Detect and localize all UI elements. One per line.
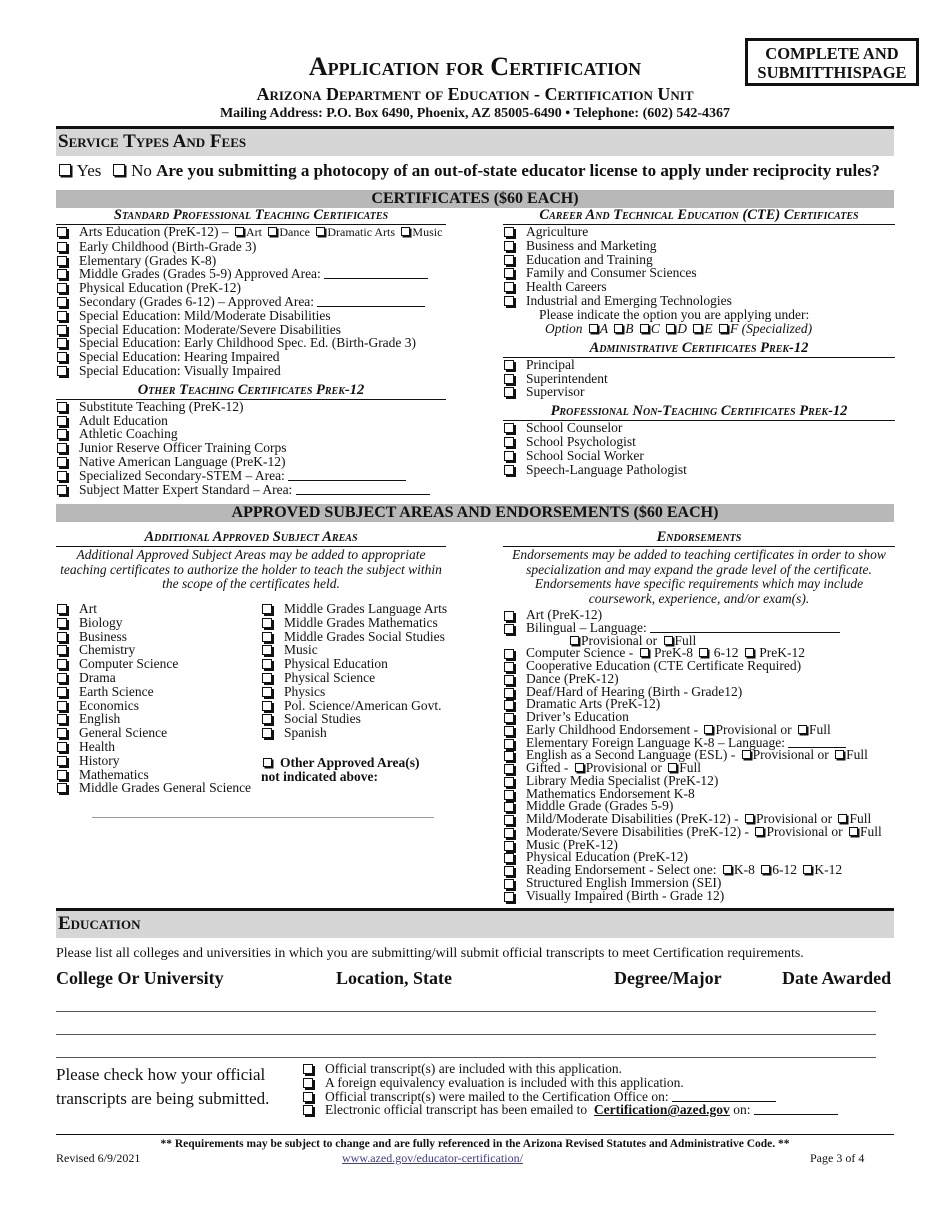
checkbox[interactable] (262, 632, 272, 642)
list-item: General Science (56, 726, 256, 740)
checkbox[interactable] (263, 758, 272, 767)
checkbox[interactable] (504, 360, 514, 370)
list-item: Reading Endorsement - Select one: K-8 6-12 K-12 (503, 864, 895, 877)
list-item: Visually Impaired (Birth - Grade 12) (503, 890, 895, 903)
checkbox[interactable] (57, 256, 67, 266)
list-item: Principal (503, 358, 895, 372)
revised-date: Revised 6/9/2021 (56, 1151, 141, 1165)
mailing-address: Mailing Address: P.O. Box 6490, Phoenix, AZ 85005-6490 • Telephone: (602) 542-4367 (219, 106, 731, 121)
list-item: School Counselor (503, 421, 895, 435)
checkbox[interactable] (504, 828, 514, 838)
checkbox[interactable] (849, 827, 858, 836)
list-item: History (56, 754, 256, 768)
list-item: Computer Science (56, 657, 256, 671)
checkbox[interactable] (57, 338, 67, 348)
list-item: Health (56, 740, 256, 754)
additional-subject-areas-heading: Additional Approved Subject Areas (56, 530, 446, 547)
other-approved-areas: Other Approved Area(s) not indicated above: (261, 755, 420, 784)
list-item: Special Education: Early Childhood Spec. Ed. (Birth-Grade 3) (56, 336, 446, 350)
list-item: Special Education: Mild/Moderate Disabilities (56, 309, 446, 323)
checkbox[interactable] (504, 296, 514, 306)
checkbox[interactable] (57, 701, 67, 711)
checkbox[interactable] (504, 387, 514, 397)
list-item: Music (261, 643, 451, 657)
administrative-certificates-heading: Administrative Certificates Prek-12 (503, 341, 895, 358)
list-item: Economics (56, 699, 256, 713)
cte-certificates-section (503, 208, 895, 476)
checkbox[interactable] (798, 725, 807, 734)
list-item: Mild/Moderate Disabilities (PreK-12) - Provisional or Full (503, 813, 895, 826)
list-item: Physical Education (PreK-12) (503, 851, 895, 864)
checkbox[interactable] (723, 865, 732, 874)
page-title: Application for Certification (308, 52, 642, 81)
list-item: Family and Consumer Sciences (503, 266, 895, 280)
standard-certificates-section (56, 208, 446, 496)
checkbox[interactable] (504, 255, 514, 265)
list-item: Drama (56, 671, 256, 685)
checkbox[interactable] (838, 814, 847, 823)
checkbox[interactable] (303, 1092, 313, 1102)
list-item: Art (PreK-12) (503, 609, 895, 622)
checkbox[interactable] (575, 763, 584, 772)
list-item: Computer Science - PreK-8 6-12 PreK-12 (503, 647, 895, 660)
list-item: Elementary Foreign Language K-8 – Language: (503, 737, 895, 750)
checkbox[interactable] (504, 465, 514, 475)
list-item: Bilingual – Language: (503, 622, 895, 635)
checkbox[interactable] (57, 485, 67, 495)
list-item: Health Careers (503, 280, 895, 294)
list-item: Dramatic Arts (PreK-12) (503, 698, 895, 711)
list-item: Business (56, 630, 256, 644)
endorsements-list (503, 609, 895, 902)
checkbox[interactable] (57, 659, 67, 669)
column-date-awarded: Date Awarded (782, 968, 892, 988)
list-item: Early Childhood Endorsement - Provisional or Full (503, 724, 895, 737)
checkbox[interactable] (745, 814, 754, 823)
list-item: Middle Grades (Grades 5-9) Approved Area: (56, 267, 446, 281)
list-item: Biology (56, 616, 256, 630)
checkbox[interactable] (504, 815, 514, 825)
checkbox[interactable] (262, 645, 272, 655)
mailed-date-field[interactable] (672, 1091, 776, 1102)
checkbox[interactable] (693, 324, 702, 333)
checkbox[interactable] (504, 841, 514, 851)
education-instruction: Please list all colleges and universities in which you are submitting/will submit official transcripts to meet Certification requirements. (56, 946, 804, 961)
list-item: Business and Marketing (503, 239, 895, 253)
list-item: Supervisor (503, 385, 895, 399)
checkbox[interactable] (504, 241, 514, 251)
checkbox[interactable] (504, 751, 514, 761)
complete-and-submit-stamp: COMPLETE AND SUBMITTHISPAGE (745, 38, 919, 86)
other-certificates-heading: Other Teaching Certificates Prek-12 (56, 383, 446, 400)
list-item: School Social Worker (503, 449, 895, 463)
checkbox[interactable] (303, 1105, 313, 1115)
checkbox[interactable] (761, 865, 770, 874)
checkbox[interactable] (57, 443, 67, 453)
list-item: Physical Science (261, 671, 451, 685)
checkbox[interactable] (262, 687, 272, 697)
list-item: Cooperative Education (CTE Certificate Required) (503, 660, 895, 673)
checkbox[interactable] (262, 728, 272, 738)
transcript-prompt: Please check how your official transcripts are being submitted. (56, 1065, 270, 1108)
checkbox[interactable] (57, 632, 67, 642)
additional-subject-areas-description: Additional Approved Subject Areas may be added to appropriate teaching certificates to authorize the holder to teach the subject within the scope of the certificates held. (60, 547, 442, 591)
checkbox[interactable] (268, 227, 277, 236)
service-types-heading: Service Types And Fees (56, 126, 894, 156)
list-item: Structured English Immersion (SEI) (503, 877, 895, 890)
other-certificates-list (56, 400, 446, 497)
list-item: Agriculture (503, 225, 895, 239)
checkbox[interactable] (57, 283, 67, 293)
checkbox[interactable] (57, 756, 67, 766)
checkbox[interactable] (401, 227, 410, 236)
list-item: Spanish (261, 726, 451, 740)
checkbox[interactable] (57, 297, 67, 307)
checkbox[interactable] (504, 282, 514, 292)
education-entry-line[interactable] (56, 1011, 876, 1012)
checkbox[interactable] (57, 269, 67, 279)
list-item: Special Education: Hearing Impaired (56, 350, 446, 364)
list-item: Earth Science (56, 685, 256, 699)
checkbox[interactable] (57, 311, 67, 321)
checkbox[interactable] (57, 728, 67, 738)
checkbox[interactable] (504, 777, 514, 787)
page-number: Page 3 of 4 (810, 1151, 865, 1165)
standard-certificates-heading: Standard Professional Teaching Certificates (56, 208, 446, 225)
non-teaching-certificates-heading: Professional Non-Teaching Certificates Prek-12 (503, 404, 895, 421)
checkbox[interactable] (504, 423, 514, 433)
checkbox[interactable] (755, 827, 764, 836)
list-item: Mathematics (56, 768, 256, 782)
list-item: Substitute Teaching (PreK-12) (56, 400, 446, 414)
column-degree: Degree/Major (614, 968, 722, 988)
checkbox[interactable] (303, 1064, 313, 1074)
list-item: Moderate/Severe Disabilities (PreK-12) - Provisional or Full (503, 826, 895, 839)
checkbox[interactable] (57, 457, 67, 467)
checkbox[interactable] (504, 866, 514, 876)
checkbox[interactable] (262, 701, 272, 711)
checkbox[interactable] (57, 770, 67, 780)
subject-areas-list-col2 (261, 602, 451, 740)
list-item: Speech-Language Pathologist (503, 463, 895, 477)
list-item: Adult Education (56, 414, 446, 428)
checkbox[interactable] (666, 324, 675, 333)
list-item: Early Childhood (Birth-Grade 3) (56, 240, 446, 254)
list-item: Industrial and Emerging Technologies (503, 294, 895, 308)
checkbox[interactable] (57, 416, 67, 426)
checkbox[interactable] (262, 618, 272, 628)
checkbox[interactable] (262, 604, 272, 614)
page-subtitle: Arizona Department of Education - Certification Unit (256, 84, 694, 104)
checkbox[interactable] (57, 742, 67, 752)
option-note: Please indicate the option you are applying under: (539, 306, 810, 322)
checkbox[interactable] (504, 688, 514, 698)
list-item: Chemistry (56, 643, 256, 657)
checkbox[interactable] (57, 714, 67, 724)
cte-certificates-heading: Career And Technical Education (CTE) Certificates (503, 208, 895, 225)
list-item: Driver’s Education (503, 711, 895, 724)
checkbox[interactable] (640, 648, 649, 657)
question-text: Are you submitting a photocopy of an out-of-state educator license to apply under reciprocity rules? (156, 161, 880, 180)
endorsements-description: Endorsements may be added to teaching certificates in order to show specialization and may expand the grade level of the certificate. Endorsements have specific requirements which may include coursework, experience, and/or exam(s). (512, 547, 886, 606)
yes-checkbox[interactable] (59, 164, 71, 176)
checkbox[interactable] (664, 636, 673, 645)
checkbox[interactable] (668, 763, 677, 772)
list-item: Dance (PreK-12) (503, 673, 895, 686)
checkbox[interactable] (504, 892, 514, 902)
checkbox[interactable] (504, 451, 514, 461)
checkbox[interactable] (504, 802, 514, 812)
checkbox[interactable] (570, 636, 579, 645)
cte-certificates-list (503, 225, 895, 308)
list-item: Subject Matter Expert Standard – Area: (56, 483, 446, 497)
list-item: Specialized Secondary-STEM – Area: (56, 469, 446, 483)
checkbox[interactable] (504, 649, 514, 659)
checkbox[interactable] (262, 673, 272, 683)
list-item: Provisional or Full (503, 635, 895, 648)
checkbox[interactable] (57, 325, 67, 335)
checkbox[interactable] (803, 865, 812, 874)
list-item: Middle Grades General Science (56, 781, 256, 795)
list-item: Middle Grades Language Arts (261, 602, 451, 616)
checkbox[interactable] (504, 739, 514, 749)
list-item: Middle Grades Mathematics (261, 616, 451, 630)
checkbox[interactable] (589, 324, 598, 333)
checkbox[interactable] (745, 648, 754, 657)
column-location: Location, State (336, 968, 452, 988)
list-item: Native American Language (PreK-12) (56, 455, 446, 469)
list-item: Middle Grades Social Studies (261, 630, 451, 644)
checkbox[interactable] (699, 648, 708, 657)
list-item: English (56, 712, 256, 726)
list-item: A foreign equivalency evaluation is included with this application. (302, 1076, 862, 1090)
checkbox[interactable] (235, 227, 244, 236)
requirements-footnote: ** Requirements may be subject to change and are fully referenced in the Arizona Revised Statutes and Administrative Code. ** (56, 1134, 894, 1151)
area-field[interactable] (288, 470, 406, 481)
list-item: Athletic Coaching (56, 427, 446, 441)
checkbox[interactable] (57, 783, 67, 793)
checkbox[interactable] (57, 352, 67, 362)
emailed-date-field[interactable] (754, 1104, 838, 1115)
list-item: Junior Reserve Officer Training Corps (56, 441, 446, 455)
list-item: Special Education: Moderate/Severe Disabilities (56, 323, 446, 337)
certification-email-link[interactable]: Certification@azed.gov (593, 1102, 730, 1118)
list-item: Art (56, 602, 256, 616)
list-item: Secondary (Grades 6-12) – Approved Area: (56, 295, 446, 309)
list-item: Arts Education (PreK-12) – Art Dance Dramatic Arts Music (56, 225, 446, 240)
education-entry-line[interactable] (56, 1034, 876, 1035)
list-item: Gifted - Provisional or Full (503, 762, 895, 775)
checkbox[interactable] (504, 879, 514, 889)
checkbox[interactable] (640, 324, 649, 333)
standard-certificates-list (56, 225, 446, 378)
checkbox[interactable] (57, 366, 67, 376)
checkbox[interactable] (719, 324, 728, 333)
approved-area-field[interactable] (317, 296, 425, 307)
checkbox[interactable] (504, 726, 514, 736)
subject-areas-list-col1 (56, 602, 256, 795)
other-area-line[interactable] (92, 817, 434, 818)
checkbox[interactable] (57, 604, 67, 614)
checkbox[interactable] (57, 673, 67, 683)
checkbox[interactable] (303, 1078, 313, 1088)
list-item: Middle Grade (Grades 5-9) (503, 800, 895, 813)
list-item: Social Studies (261, 712, 451, 726)
list-item: Official transcript(s) are included with this application. (302, 1062, 862, 1076)
checkbox[interactable] (614, 324, 623, 333)
checkbox[interactable] (504, 764, 514, 774)
checkbox[interactable] (504, 374, 514, 384)
list-item: Physical Education (PreK-12) (56, 281, 446, 295)
language-field[interactable] (650, 622, 840, 633)
administrative-certificates-list (503, 358, 895, 399)
list-item: Library Media Specialist (PreK-12) (503, 775, 895, 788)
education-entry-line[interactable] (56, 1057, 876, 1058)
list-item: Pol. Science/American Govt. (261, 699, 451, 713)
checkbox[interactable] (504, 700, 514, 710)
checkbox[interactable] (262, 659, 272, 669)
checkbox[interactable] (504, 611, 514, 621)
approved-area-field[interactable] (324, 268, 428, 279)
education-heading: Education (56, 908, 894, 938)
checkbox[interactable] (316, 227, 325, 236)
checkbox[interactable] (57, 402, 67, 412)
language-field[interactable] (788, 737, 846, 748)
endorsements-section (503, 530, 895, 606)
non-teaching-certificates-list (503, 421, 895, 476)
no-checkbox[interactable] (113, 164, 125, 176)
area-field[interactable] (296, 484, 430, 495)
checkbox[interactable] (57, 618, 67, 628)
transcript-options-list (302, 1062, 862, 1117)
checkbox[interactable] (57, 429, 67, 439)
list-item: School Psychologist (503, 435, 895, 449)
checkbox[interactable] (504, 227, 514, 237)
checkbox[interactable] (57, 227, 67, 237)
list-item: Official transcript(s) were mailed to the Certification Office on: (302, 1090, 862, 1104)
checkbox[interactable] (504, 624, 514, 634)
checkbox[interactable] (504, 437, 514, 447)
checkbox[interactable] (57, 242, 67, 252)
checkbox[interactable] (504, 790, 514, 800)
list-item: Special Education: Visually Impaired (56, 364, 446, 378)
checkbox[interactable] (504, 268, 514, 278)
list-item: Education and Training (503, 253, 895, 267)
checkbox[interactable] (504, 853, 514, 863)
checkbox[interactable] (742, 750, 751, 759)
checkbox[interactable] (57, 687, 67, 697)
checkbox[interactable] (835, 750, 844, 759)
certificates-band: CERTIFICATES ($60 EACH) (56, 190, 894, 208)
reciprocity-question: Yes No Are you submitting a photocopy of an out-of-state educator license to apply under reciprocity rules? (56, 161, 880, 181)
list-item: Deaf/Hard of Hearing (Birth - Grade12) (503, 686, 895, 699)
option-choices: Option A B C D E F (Specialized) (545, 320, 813, 336)
checkbox[interactable] (704, 725, 713, 734)
additional-subject-areas-section (56, 530, 446, 592)
certification-url-link[interactable]: www.azed.gov/educator-certification/ (342, 1151, 523, 1165)
checkbox[interactable] (262, 714, 272, 724)
checkbox[interactable] (57, 645, 67, 655)
list-item: Elementary (Grades K-8) (56, 254, 446, 268)
checkbox[interactable] (504, 662, 514, 672)
list-item: Electronic official transcript has been emailed to Certification@azed.gov on: (302, 1103, 862, 1117)
list-item: Music (PreK-12) (503, 839, 895, 852)
list-item: Mathematics Endorsement K-8 (503, 788, 895, 801)
checkbox[interactable] (57, 471, 67, 481)
list-item: English as a Second Language (ESL) - Provisional or Full (503, 749, 895, 762)
subject-areas-band: APPROVED SUBJECT AREAS AND ENDORSEMENTS ($60 EACH) (56, 504, 894, 522)
endorsements-heading: Endorsements (503, 530, 895, 547)
list-item: Superintendent (503, 372, 895, 386)
checkbox[interactable] (504, 675, 514, 685)
list-item: Physical Education (261, 657, 451, 671)
column-college: College Or University (56, 968, 224, 988)
checkbox[interactable] (504, 713, 514, 723)
list-item: Physics (261, 685, 451, 699)
